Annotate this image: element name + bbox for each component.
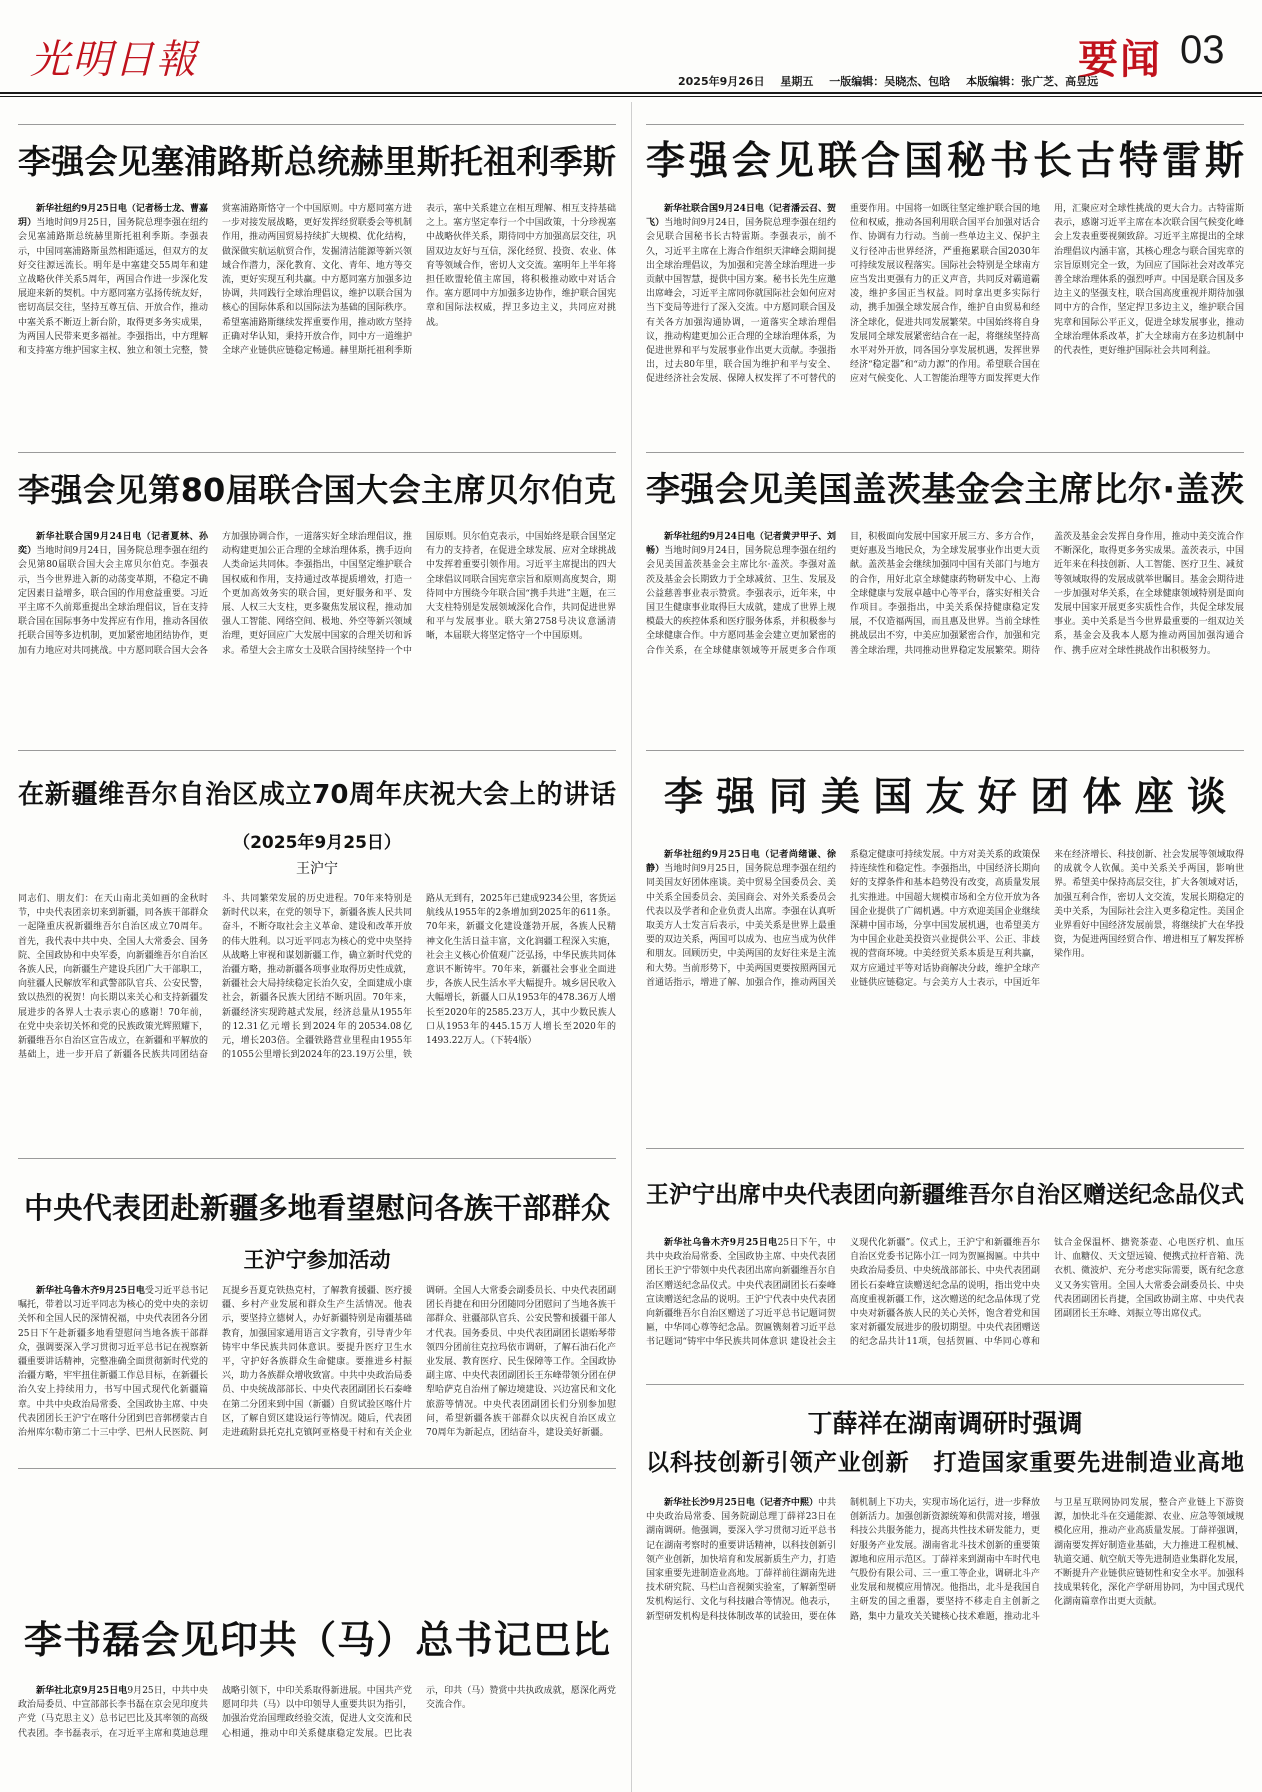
body-text: 当地时间9月24日，国务院总理李强在纽约会见美国盖茨基金会主席比尔·盖茨。李强对盖茨及基金会长期致力于全球减贫、卫生、发展及公益慈善事业表示赞赏。李强表示，近年来，中国卫生健康事业取得巨大成就，建成了世界上规模最大的疾控体系和医疗服务体系，并积极参与全球健康合作。中方愿同基金会建立更加紧密的合作关系，在全球健康领域等开展更多合作项目，积极面向发展中国家开展三方、多方合作，更好惠及当地民众，为全球发展事业作出更大贡献。盖茨基金会继续加强同中国有关部门与地方的合作，用好北京全球健康药物研发中心、上海全球健康与发展卓越中心等平台，落实好相关合作项目。李强指出，中美关系保持健康稳定发展，不仅造福两国，而且惠及世界。当前全球性挑战层出不穷，中美应加强紧密合作，加强和完善全球治理，共同推动世界稳定发展繁荣。期待盖茨及基金会发挥自身作用，推动中美交流合作不断深化，取得更多务实成果。盖茨表示，中国近年来在科技创新、人工智能、医疗卫生、减贫等领域取得的发展成就举世瞩目。基金会期待进一步加强对华关系，在全球健康领域特别是面向发展中国家开展更多实质性合作，共促全球发展事业。美中关系是当今世界最重要的一组双边关系，基金会及我本人愿为推动两国加强沟通合作、携手应对全球性挑战作出积极努力。 bbox=[646, 532, 1244, 656]
headline: 李强同美国友好团体座谈 bbox=[664, 775, 1226, 820]
article-top-rule bbox=[18, 452, 616, 453]
headline: 李强会见联合国秘书长古特雷斯 bbox=[646, 139, 1244, 184]
body-text: 当地时间9月25日，国务院总理李强在纽约会见塞浦路斯总统赫里斯托祖利季斯。李强表示，中国同塞浦路斯虽然相距遥远，但双方的友好交往源远流长。明年是中塞建交55周年和建立战略伙伴关系5周年，两国合作进一步深化发展迎来新的契机。中方愿同塞方弘扬传统友好，密切高层交往，坚持互尊互信、开放合作，推动中塞关系不断迈上新台阶，取得更多务实成果，为两国人民带来更多福祉。李强指出，中方理解和支持塞方维护国家主权、独立和领土完整，赞赏塞浦路斯恪守一个中国原则。中方愿同塞方进一步对接发展战略，更好发挥经贸联委会等机制作用，推动两国贸易持续扩大规模、优化结构，做深做实航运航贸合作，发掘清洁能源等新兴领域合作潜力，深化教育、文化、青年、地方等交流，更好实现互利共赢。中方愿同塞方加强多边协调，共同践行全球治理倡议，维护以联合国为核心的国际体系和以国际法为基础的国际秩序。希望塞浦路斯继续发挥重要作用，推动欧方坚持正确对华认知，秉持开放合作，同中方一道维护全球产业链供应链稳定畅通。赫里斯托祖利季斯表示，塞中关系建立在相互理解、相互支持基础之上。塞方坚定奉行一个中国政策，十分珍视塞中战略伙伴关系，期待同中方加强高层交往，巩固双边友好与互信，深化经贸、投资、农业、体育等领域合作，密切人文交流。塞明年上半年将担任欧盟轮值主席国，将积极推动欧中对话合作。塞方愿同中方加强多边协作，维护联合国宪章和国际法权威，捍卫多边主义，共同应对挑战。 bbox=[18, 204, 616, 357]
body-text: 受习近平总书记嘱托，带着以习近平同志为核心的党中央的亲切关怀和全国人民的深情祝福，中央代表团各分团25日下午赴新疆多地看望慰问当地各族干部群众，强调要深入学习贯彻习近平总书记在视察新疆重要讲话精神，完整准确全面贯彻新时代党的治疆方略，牢牢扭住新疆工作总目标，在新疆长治久安上持续用力，书写中国式现代化新疆篇章。中共中央政治局常委、全国政协主席、中央代表团团长王沪宁在喀什分团到巴音郭楞蒙古自治州库尔勒市第二十三中学、巴州人民医院、阿瓦提乡吾夏克铁热克村，了解教育援疆、医疗援疆、乡村产业发展和群众生产生活情况。他表示，要坚持立德树人，办好新疆特别是南疆基础教育，加强国家通用语言文字教育，引导青少年铸牢中华民族共同体意识。要提升医疗卫生水平，守护好各族群众生命健康。要推进乡村振兴，助力各族群众增收致富。中共中央政治局委员、中央统战部部长、中央代表团副团长石泰峰在第二分团来到中国（新疆）自贸试验区喀什片区，了解自贸区建设运行等情况。随后，代表团走进疏附县托克扎克镇阿亚格曼干村和有关企业调研。全国人大常委会副委员长、中央代表团副团长肖捷在和田分团随同分团慰问了当地各族干部群众、驻疆部队官兵、公安民警和援疆干部人才代表。国务委员、中央代表团副团长谌贻琴带领四分团前往克拉玛依市调研，了解石油石化产业发展、教育医疗、民生保障等工作。全国政协副主席、中央代表团副团长王东峰带领分团在伊犁哈萨克自治州了解边境建设、兴边富民和文化旅游等情况。中央代表团副团长们分别参加慰问，希望新疆各族干部群众以庆祝自治区成立70周年为新起点，团结奋斗，建设美好新疆。 bbox=[18, 1286, 616, 1439]
article-gates bbox=[646, 452, 1244, 742]
article-top-rule bbox=[646, 1384, 1244, 1385]
headline: 李强会见第80届联合国大会主席贝尔伯克 bbox=[18, 471, 616, 509]
article-body bbox=[646, 848, 1244, 1134]
article-body bbox=[18, 1284, 616, 1454]
article-body bbox=[18, 1684, 616, 1786]
dateline: 新华社联合国9月24日电（记者夏林、孙奕） bbox=[18, 532, 208, 557]
article-central-delegation bbox=[18, 1158, 616, 1458]
article-top-rule bbox=[18, 1158, 616, 1159]
dateline: 新华社长沙9月25日电（记者齐中熙） bbox=[664, 1498, 818, 1508]
speaker-byline: 王沪宁 bbox=[296, 861, 338, 877]
speech-date: （2025年9月25日） bbox=[233, 833, 401, 853]
section-title: 要闻 bbox=[1078, 37, 1162, 83]
article-body bbox=[18, 892, 616, 1146]
article-top-rule bbox=[646, 124, 1244, 125]
article-guterres bbox=[646, 124, 1244, 444]
body-text: 同志们、朋友们：在天山南北美如画的金秋时节，中央代表团亲切来到新疆，同各族干部群众一起隆重庆祝新疆维吾尔自治区成立70周年。首先，我代表中共中央、全国人大常委会、国务院、全国政协和中央军委，向新疆维吾尔自治区各族人民，向新疆生产建设兵团广大干部职工，向驻疆人民解放军和武警部队官兵、公安民警，致以热烈的祝贺！向长期以来关心和支持新疆发展进步的各界人士表示衷心的感谢！70年前，在党中央亲切关怀和党的民族政策光辉照耀下，新疆维吾尔自治区宣告成立，在新疆和平解放的基础上，进一步开启了新疆各民族共同团结奋斗、共同繁荣发展的历史进程。70年来特别是新时代以来，在党的领导下，新疆各族人民共同奋斗，不断夺取社会主义革命、建设和改革开放的伟大胜利。以习近平同志为核心的党中央坚持从战略上审视和谋划新疆工作，确立新时代党的治疆方略，推动新疆各项事业取得历史性成就，新疆社会大局持续稳定长治久安，全面建成小康社会，新疆各民族大团结不断巩固。70年来，新疆经济实现跨越式发展，经济总量从1955年的12.31亿元增长到2024年的20534.08亿元，增长203倍。全疆铁路营业里程由1955年的1055公里增长到2024年的23.19万公里，铁路从无到有，2025年已建成9234公里，客货运航线从1955年的2条增加到2025年的611条。70年来，新疆文化建设蓬勃开展，各族人民精神文化生活日益丰富，文化润疆工程深入实施，社会主义核心价值观广泛弘扬，中华民族共同体意识不断铸牢。70年来，新疆社会事业全面进步，各族人民生活水平大幅提升。城乡居民收入大幅增长，新疆人口从1953年的478.36万人增长至2020年的2585.23万人，其中少数民族人口从1953年的445.15万人增长至2020年的1493.22万人。（下转4版） bbox=[18, 894, 616, 1061]
dateline: 新华社乌鲁木齐9月25日电 bbox=[36, 1286, 145, 1296]
issue-weekday: 星期五 bbox=[780, 75, 814, 88]
body-text: 9月25日，中共中央政治局委员、中宣部部长李书磊在京会见印度共产党（马克思主义）总书记巴比及其率领的高级代表团。李书磊表示，在习近平主席和莫迪总理战略引领下，中印关系取得新进展。中国共产党愿同印共（马）以中印领导人重要共识为指引，加强治党治国理政经验交流，促进人文交流和民心相通，推动中印关系健康稳定发展。巴比表示，印共（马）赞赏中共执政成就，愿深化两党交流合作。 bbox=[18, 1686, 616, 1739]
body-text: 当地时间9月24日，国务院总理李强在纽约会见第80届联合国大会主席贝尔伯克。李强表示，当今世界进入新的动荡变革期，不稳定不确定因素日益增多，联合国的作用愈益重要。习近平主席不久前郑重提出全球治理倡议，旨在支持联合国在国际事务中发挥应有作用，推动各国依托联合国等多边机制，更加紧密地团结协作，更加有力地应对共同挑战。中方愿同联合国大会各方加强协调合作，一道落实好全球治理倡议，推动构建更加公正合理的全球治理体系，携手迈向人类命运共同体。李强指出，中国坚定维护联合国权威和作用，支持通过改革提质增效，打造一个更加高效务实的联合国，更好服务和平、发展、人权三大支柱，更多聚焦发展议程，推动加强人工智能、网络空间、极地、外空等新兴领域治理，更好回应广大发展中国家的合理关切和诉求。希望大会主席女士及联合国持续坚持一个中国原则。贝尔伯克表示，中国始终是联合国坚定有力的支持者，在促进全球发展、应对全球挑战中发挥着重要引领作用。习近平主席提出的四大全球倡议同联合国宪章宗旨和原则高度契合，期待同中方围绕今年联合国“携手共进”主题，在三大支柱特别是发展领域深化合作，共同促进世界和平与发展事业。联大第2758号决议意涵清晰，本届联大将坚定恪守一个中国原则。 bbox=[18, 532, 616, 656]
body-text: 中共中央政治局常委、国务院副总理丁薛祥23日在湖南调研。他强调，要深入学习贯彻习近平总书记在湖南考察时的重要讲话精神，以科技创新引领产业创新，加快培育和发展新质生产力，打造国家重要先进制造业高地。丁薛祥前往湖南先进技术研究院、马栏山音视频实验室，了解新型研发机构运行、文化与科技融合等情况。他表示，新型研发机构是科技体制改革的试验田，要在体制机制上下功夫，实现市场化运行，进一步释放创新活力。加强创新资源统筹和供需对接，增强科技公共服务能力，提高共性技术研发能力，更好服务产业发展。湖南省北斗技术创新的重要策源地和应用示范区。丁薛祥来到湖南中车时代电气股份有限公司、三一重工等企业，调研北斗产业发展和规模应用情况。他指出，北斗是我国自主研发的国之重器，要坚持不移走自主创新之路，集中力量攻关关键核心技术难题，推动北斗与卫星互联网协同发展，整合产业链上下游资源，加快北斗在交通能源、农业、应急等领域规模化应用，推动产业高质量发展。丁薛祥强调，湖南要发挥好制造业基础，大力推进工程机械、轨道交通、航空航天等先进制造业集群化发展，不断提升产业链供应链韧性和安全水平。加强科技成果转化，深化产学研用协同，为中国式现代化湖南篇章作出更大贡献。 bbox=[646, 1498, 1244, 1622]
article-top-rule bbox=[18, 124, 616, 125]
dateline: 新华社北京9月25日电 bbox=[36, 1686, 128, 1696]
article-gift-ceremony bbox=[646, 1148, 1244, 1378]
article-body bbox=[646, 1236, 1244, 1374]
headline: 以科技创新引领产业创新 打造国家重要先进制造业高地 bbox=[646, 1450, 1244, 1476]
article-top-rule bbox=[646, 1148, 1244, 1149]
page-editors: 本版编辑：张广芝、高昱远 bbox=[966, 75, 1099, 88]
article-body bbox=[18, 202, 616, 440]
front-page-editors: 一版编辑：吴晓杰、包晗 bbox=[829, 75, 951, 88]
dateline: 新华社纽约9月25日电（记者尚绪谦、徐静） bbox=[646, 850, 836, 875]
article-speech bbox=[18, 750, 616, 1150]
headline: 王沪宁出席中央代表团向新疆维吾尔自治区赠送纪念品仪式 bbox=[646, 1182, 1244, 1208]
masthead bbox=[0, 0, 1262, 102]
article-top-rule bbox=[646, 750, 1244, 751]
article-top-rule bbox=[18, 750, 616, 751]
page-number: 03 bbox=[1180, 28, 1225, 72]
dateline: 新华社纽约9月25日电（记者杨士龙、曹嘉玥） bbox=[18, 204, 208, 229]
article-top-rule bbox=[18, 1468, 616, 1469]
newspaper-logo: 光明日報 bbox=[30, 37, 198, 83]
dateline: 新华社乌鲁木齐9月25日电 bbox=[664, 1238, 778, 1248]
article-baerbock bbox=[18, 452, 616, 742]
headline-kicker: 丁薛祥在湖南调研时强调 bbox=[807, 1409, 1083, 1438]
dateline: 新华社联合国9月24日电（记者潘云召、贺飞） bbox=[646, 204, 836, 229]
article-body bbox=[646, 530, 1244, 738]
article-us-friendship bbox=[646, 750, 1244, 1140]
body-text: 当地时间9月25日，国务院总理李强在纽约同美国友好团体座谈。美中贸易全国委员会、美中关系全国委员会、美国商会、对外关系委员会代表以及学者和企业负责人出席。李强在认真听取美方人士发言后表示，中美关系是世界上最重要的双边关系，两国可以成为、也应当成为伙伴和朋友。回顾历史，中美两国的友好往来是主流和大势。当前形势下，中美两国更要按照两国元首通话指示，增进了解、加强合作，推动两国关系稳定健康可持续发展。中方对美关系的政策保持连续性和稳定性。李强指出，中国经济长期向好的支撑条件和基本趋势没有改变，高质量发展扎实推进。中国超大规模市场和全方位开放为各国企业提供了广阔机遇。中方欢迎美国企业继续深耕中国市场，分享中国发展机遇，也希望美方为中国企业赴美投资兴业提供公平、公正、非歧视的营商环境。中美经贸关系本质是互利共赢，双方应通过平等对话协商解决分歧，维护全球产业链供应链稳定。与会美方人士表示，中国近年来在经济增长、科技创新、社会发展等领域取得的成就令人钦佩。美中关系关乎两国，影响世界。希望美中保持高层交往，扩大各领域对话，加强互利合作，密切人文交流，发展长期稳定的美中关系，为国际社会注入更多稳定性。美国企业界看好中国经济发展前景，将继续扩大在华投资，为促进两国经贸合作、增进相互了解发挥桥梁作用。 bbox=[646, 850, 1244, 988]
column-divider bbox=[631, 102, 632, 1792]
article-body bbox=[18, 530, 616, 738]
headline: 李强会见美国盖茨基金会主席比尔·盖茨 bbox=[646, 470, 1244, 510]
article-body bbox=[646, 202, 1244, 440]
headline: 在新疆维吾尔自治区成立70周年庆祝大会上的讲话 bbox=[18, 780, 616, 810]
subheadline: 王沪宁参加活动 bbox=[243, 1248, 391, 1272]
headline: 李强会见塞浦路斯总统赫里斯托祖利季斯 bbox=[18, 142, 616, 181]
dateline: 新华社纽约9月24日电（记者黄尹甲子、刘畅） bbox=[646, 532, 836, 557]
article-li-shulei bbox=[18, 1468, 616, 1788]
issue-info bbox=[678, 73, 1110, 89]
headline: 中央代表团赴新疆多地看望慰问各族干部群众 bbox=[24, 1191, 610, 1225]
article-cyprus bbox=[18, 124, 616, 444]
masthead-rule bbox=[0, 92, 1262, 94]
body-text: 当地时间9月24日，国务院总理李强在纽约会见联合国秘书长古特雷斯。李强表示，前不久，习近平主席在上海合作组织天津峰会期间提出全球治理倡议，为加强和完善全球治理进一步贡献中国智慧，提供中国方案。秘书长先生应邀出席峰会，习近平主席同你就国际社会如何应对当下变局等进行了深入交流。中方愿同联合国及有关各方加强沟通协调，一道落实全球治理倡议，推动构建更加公正合理的全球治理体系，为促进世界和平与发展事业作出更大贡献。李强指出，过去80年里，联合国为维护和平与安全、促进经济社会发展、保障人权发挥了不可替代的重要作用。中国将一如既往坚定维护联合国的地位和权威，推动各国利用联合国平台加强对话合作、协调有力行动。当前一些单边主义、保护主义行径冲击世界经济，严重拖累联合国2030年可持续发展议程落实。国际社会特别是全球南方应当发出更强有力的正义声音，共同反对霸道霸凌，维护多国正当权益。同时拿出更多实际行动，携手加强全球发展合作，维护自由贸易和经济全球化，促进共同发展繁荣。中国始终将自身发展同全球发展紧密结合在一起，将继续坚持高水平对外开放，同各国分享发展机遇，发挥世界经济“稳定器”和“动力源”的作用。希望联合国在应对气候变化、人工智能治理等方面发挥更大作用，汇聚应对全球性挑战的更大合力。古特雷斯表示，感谢习近平主席在本次联合国气候变化峰会上发表重要视频致辞。习近平主席提出的全球治理倡议内涵丰富，其核心理念与联合国宪章的宗旨原则完全一致，为回应了国际社会对改革完善全球治理体系的强烈呼声。中国是联合国及多边主义的坚强支柱，联合国高度重视并期待加强同中方的合作，坚定捍卫多边主义，维护联合国宪章和国际公平正义，促进全球发展事业，推动全球治理体系改革，扩大全球南方在多边机制中的代表性，更好维护国际社会共同利益。 bbox=[646, 204, 1244, 385]
article-ding-xuexiang bbox=[646, 1384, 1244, 1788]
article-body bbox=[646, 1496, 1244, 1784]
body-text: 25日下午，中共中央政治局常委、全国政协主席、中央代表团团长王沪宁带领中央代表团出席向新疆维吾尔自治区赠送纪念品仪式。中央代表团副团长石泰峰宣读赠送纪念品的说明。王沪宁代表中央代表团向新疆维吾尔自治区赠送了习近平总书记题词贺匾，中华同心尊等纪念品。贺匾镌刻着习近平总书记题词“铸牢中华民族共同体意识 建设社会主义现代化新疆”。仪式上，王沪宁和新疆维吾尔自治区党委书记陈小江一同为贺匾揭匾。中共中央政治局委员、中央统战部部长、中央代表团副团长石泰峰宣读赠送纪念品的说明，指出党中央高度重视新疆工作，这次赠送的纪念品体现了党中央对新疆各族人民的关心关怀，饱含着党和国家对新疆发展进步的殷切期望。中央代表团赠送的纪念品共计11项，包括贺匾、中华同心尊和钛合金保温杯、搪瓷茶壶、心电医疗机、血压计、血糖仪、天文望远镜、便携式拉杆音箱、洗衣机、微波炉、充分考虑实际需要，既有纪念意义又务实管用。全国人大常委会副委员长、中央代表团副团长肖捷，全国政协副主席、中央代表团副团长王东峰、刘振立等出席仪式。 bbox=[646, 1238, 1244, 1348]
headline: 李书磊会见印共（马）总书记巴比 bbox=[24, 1618, 610, 1662]
masthead-rule-thin bbox=[0, 96, 1262, 97]
article-top-rule bbox=[646, 452, 1244, 453]
issue-date: 2025年9月26日 bbox=[678, 75, 765, 88]
